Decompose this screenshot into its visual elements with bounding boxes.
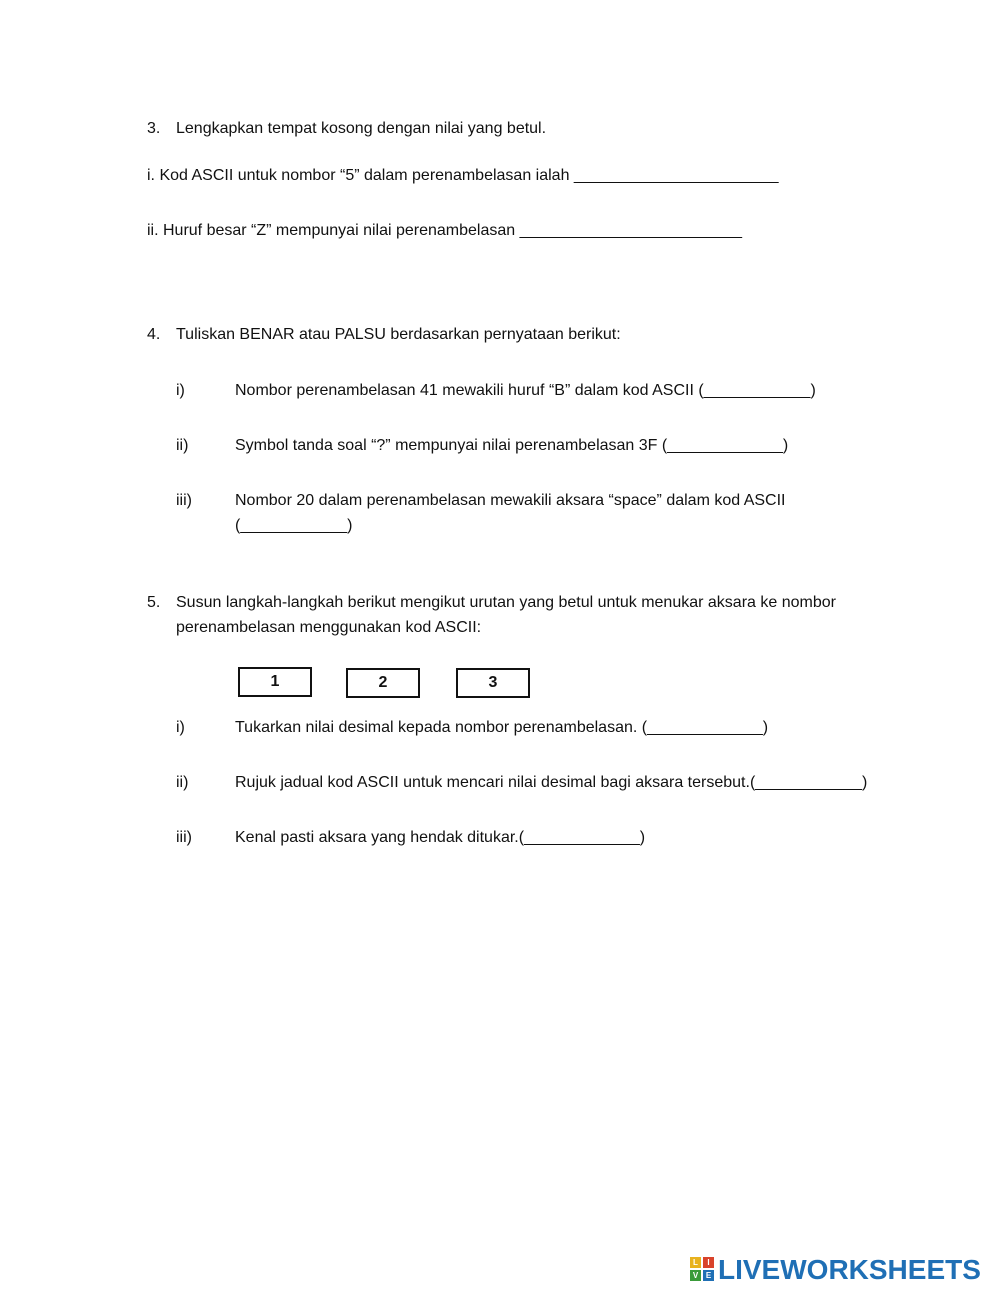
- q3-item-ii: ii. Huruf besar “Z” mempunyai nilai perenambelasan _________________________: [147, 222, 743, 239]
- q4-item-iii-label: iii): [176, 492, 192, 509]
- q5-item-iii-label: iii): [176, 829, 192, 846]
- q4-title: Tuliskan BENAR atau PALSU berdasarkan pernyataan berikut:: [176, 326, 621, 343]
- q5-item-ii-label: ii): [176, 774, 189, 791]
- q4-item-iii-blank: (____________): [235, 517, 353, 534]
- q5-item-i-label: i): [176, 719, 185, 736]
- q5-title: Susun langkah-langkah berikut mengikut urutan yang betul untuk menukar aksara ke nombor: [176, 594, 836, 611]
- logo-mark-i: I: [703, 1257, 714, 1268]
- q5-number: 5.: [147, 594, 161, 611]
- q5-item-i-text: Tukarkan nilai desimal kepada nombor perenambelasan. (_____________): [235, 719, 769, 736]
- liveworksheets-logo-icon: [690, 1257, 716, 1283]
- q3-title: Lengkapkan tempat kosong dengan nilai yang betul.: [176, 120, 547, 137]
- q3-item-i: i. Kod ASCII untuk nombor “5” dalam perenambelasan ialah _______________________: [147, 167, 779, 184]
- q4-number: 4.: [147, 326, 161, 343]
- q4-item-i-label: i): [176, 382, 185, 399]
- logo-mark-l: L: [690, 1257, 701, 1268]
- q4-item-iii-text: Nombor 20 dalam perenambelasan mewakili aksara “space” dalam kod ASCII: [235, 492, 786, 509]
- logo-mark-e: E: [703, 1270, 714, 1281]
- q3-number: 3.: [147, 120, 161, 137]
- q4-item-ii-label: ii): [176, 437, 189, 454]
- liveworksheets-logo: [690, 1254, 990, 1286]
- order-box-1: 1: [238, 667, 312, 697]
- q5-item-ii-text: Rujuk jadual kod ASCII untuk mencari nilai desimal bagi aksara tersebut.(____________): [235, 774, 868, 791]
- liveworksheets-logo-text: LIVEWORKSHEETS: [718, 1254, 981, 1285]
- q4-item-i-text: Nombor perenambelasan 41 mewakili huruf “B” dalam kod ASCII (____________): [235, 382, 816, 399]
- q5-item-iii-text: Kenal pasti aksara yang hendak ditukar.(_____________): [235, 829, 646, 846]
- order-box-2: 2: [346, 668, 420, 698]
- logo-mark-v: V: [690, 1270, 701, 1281]
- q5-title-line2: perenambelasan menggunakan kod ASCII:: [176, 619, 482, 636]
- q4-item-ii-text: Symbol tanda soal “?” mempunyai nilai perenambelasan 3F (_____________): [235, 437, 789, 454]
- order-box-3: 3: [456, 668, 530, 698]
